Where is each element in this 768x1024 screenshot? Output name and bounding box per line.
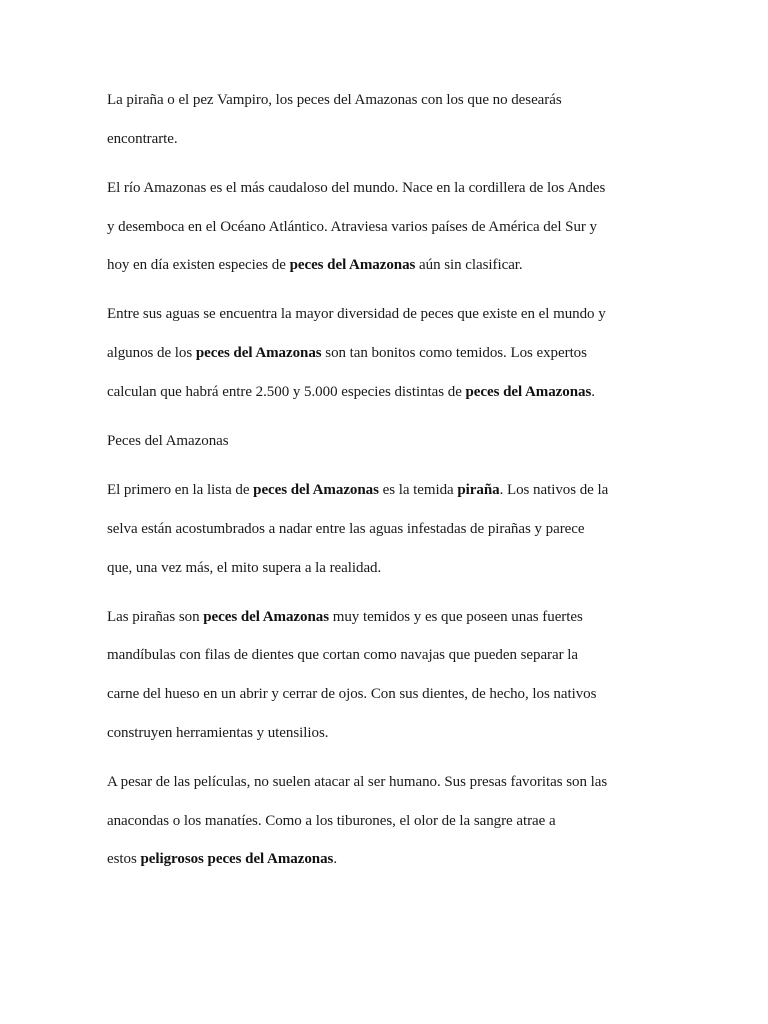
- paragraph: [107, 295, 667, 411]
- text-segment: .: [591, 383, 595, 400]
- text-segment: A pesar de las películas, no suelen atacar al ser humano. Sus presas favoritas son las: [107, 774, 608, 790]
- bold-keyword: peces del Amazonas: [465, 383, 592, 400]
- text-line: [107, 334, 667, 373]
- text-line: [107, 120, 667, 159]
- bold-keyword: peces del Amazonas: [195, 345, 322, 362]
- text-line: [107, 373, 667, 412]
- paragraph: [107, 763, 667, 879]
- bold-keyword: peces del Amazonas: [289, 257, 416, 274]
- text-line: [107, 169, 667, 208]
- text-segment: calculan que habrá entre 2.500 y 5.000 especies distintas de: [107, 383, 466, 400]
- text-segment: El río Amazonas es el más caudaloso del mundo. Nace en la cordillera de los Andes: [107, 179, 606, 196]
- text-segment: selva están acostumbrados a nadar entre las aguas infestadas de pirañas y parece: [107, 520, 585, 537]
- text-line: [107, 675, 667, 714]
- text-segment: anacondas o los manatíes. Como a los tiburones, el olor de la sangre atrae a: [107, 812, 556, 829]
- text-segment: aún sin clasificar.: [415, 257, 523, 274]
- text-line: [107, 714, 667, 753]
- text-segment: es la temida: [378, 482, 458, 499]
- text-line: [107, 81, 667, 120]
- text-segment: construyen herramientas y utensilios.: [107, 724, 329, 741]
- paragraph: [107, 471, 667, 587]
- text-segment: El primero en la lista de: [107, 482, 254, 499]
- text-segment: estos: [107, 851, 141, 868]
- bold-keyword: peligrosos peces del Amazonas: [140, 851, 334, 868]
- text-segment: Peces del Amazonas: [107, 433, 229, 449]
- text-segment: Entre sus aguas se encuentra la mayor diversidad de peces que existe en el mundo y: [107, 306, 606, 323]
- text-line: [107, 208, 667, 247]
- text-line: [107, 763, 667, 802]
- text-line: [107, 840, 667, 879]
- text-line: [107, 295, 667, 334]
- text-segment: Las pirañas son: [107, 608, 204, 625]
- text-segment: son tan bonitos como temidos. Los expertos: [321, 345, 587, 362]
- bold-keyword: piraña: [457, 482, 500, 499]
- bold-keyword: peces del Amazonas: [253, 482, 379, 499]
- text-segment: mandíbulas con filas de dientes que cortan como navajas que pueden separar la: [107, 647, 578, 664]
- text-segment: algunos de los: [107, 345, 196, 362]
- paragraph: [107, 598, 667, 753]
- document-body: [107, 81, 667, 890]
- text-line: [107, 802, 667, 841]
- section-heading: [107, 422, 667, 461]
- text-segment: encontrarte.: [107, 130, 178, 147]
- text-line: [107, 510, 667, 549]
- bold-keyword: peces del Amazonas: [203, 608, 330, 625]
- text-segment: y desemboca en el Océano Atlántico. Atraviesa varios países de América del Sur y: [107, 218, 598, 235]
- text-line: [107, 471, 667, 510]
- text-line: [107, 246, 667, 285]
- text-segment: La piraña o el pez Vampiro, los peces del Amazonas con los que no desearás: [107, 92, 562, 108]
- paragraph: [107, 169, 667, 285]
- text-segment: muy temidos y es que poseen unas fuertes: [329, 608, 583, 625]
- text-segment: que, una vez más, el mito supera a la realidad.: [107, 559, 382, 576]
- paragraph: [107, 81, 667, 158]
- text-line: [107, 549, 667, 588]
- text-segment: . Los nativos de la: [499, 482, 609, 499]
- text-line: [107, 598, 667, 637]
- text-line: [107, 636, 667, 675]
- text-segment: .: [333, 851, 338, 868]
- text-line: [107, 422, 667, 461]
- text-segment: carne del hueso en un abrir y cerrar de ojos. Con sus dientes, de hecho, los nativos: [107, 686, 597, 703]
- text-segment: hoy en día existen especies de: [107, 257, 290, 274]
